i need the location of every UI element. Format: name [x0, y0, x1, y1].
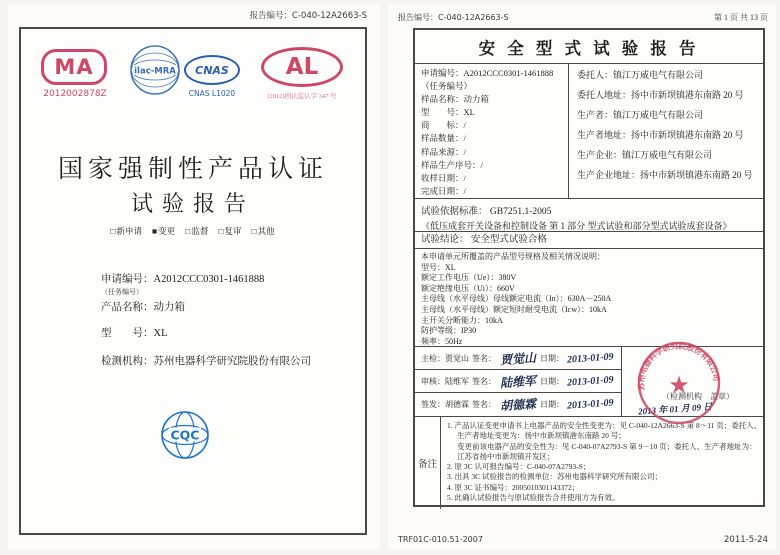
- left-page-title-line1: 国家强制性产品认证: [57, 156, 328, 183]
- info-complete-date: 完成日期：/: [421, 185, 466, 196]
- info-sample-quantity: 样品数量：/: [421, 133, 466, 144]
- checkbox-label: 新申请: [116, 226, 143, 236]
- spec-rated-voltage: 额定工作电压（Ue）：380V: [421, 273, 517, 283]
- checkbox-label: 监督: [191, 226, 209, 236]
- report-title: 安 全 型 式 试 验 报 告: [415, 30, 763, 64]
- checkbox-new-application: [110, 225, 143, 237]
- info-client-address: 委托人地址：扬中市新坝镇港东南路 20 号: [577, 90, 744, 100]
- checkbox-label: 变更: [158, 226, 176, 236]
- left-page-title-line2: 试验报告: [130, 191, 255, 216]
- seal-ring-text: 苏州电器科学研究院股份有限公司: [636, 341, 722, 391]
- note-line: 3. 出具 3C 试验报告的检测单位：苏州电器科学研究所有限公司；: [447, 472, 663, 482]
- cqc-logo: [160, 410, 210, 460]
- signer-role: 主检：贾觉山: [421, 353, 469, 363]
- signer-role: 签发：胡德霖: [421, 400, 469, 409]
- info-left-column: [415, 64, 569, 198]
- checkbox-other: [251, 225, 275, 237]
- signature-rows: [415, 347, 622, 416]
- seal-caption: （检测机构 盖章）: [662, 392, 734, 401]
- date-label: 日期：: [540, 353, 565, 363]
- cqc-logo-text: CQC: [170, 427, 200, 443]
- standard-title: 《低压成套开关设备和控制设备 第 1 部分 型式试验和部分型式试验成套设备》: [421, 221, 732, 231]
- checkbox-glyph: □: [251, 226, 257, 236]
- reviewer-date: 2013-01-09: [566, 373, 615, 389]
- cnas-logo-text: CNAS: [195, 63, 229, 77]
- spec-section: [415, 249, 763, 347]
- signature-row-approver: [415, 393, 621, 416]
- signature-row-reviewer: [415, 370, 621, 393]
- remark-section: [415, 417, 763, 509]
- seal-star-icon: ★: [668, 373, 690, 399]
- checkbox-glyph: □: [110, 226, 116, 236]
- application-type-checkboxes: [21, 225, 365, 237]
- info-right-column: [569, 64, 767, 198]
- spec-withstand-current: 主母线（水平母线）额定短时耐受电流（Icw）：10kA: [421, 304, 607, 314]
- ilac-mra-text: ilac-MRA: [134, 66, 176, 77]
- field-task-number: （任务编号）: [101, 288, 143, 296]
- checkbox-review: [218, 225, 242, 237]
- note-line: 1. 产品认证变更申请书上电器产品的安全性变更为：见 C-040-12A2663-S 第 8～11 页；委托人、生产者地址变更为：扬中市新坝镇港东南路 20 号；: [447, 421, 762, 441]
- ilac-mra-logo: [129, 44, 181, 96]
- info-application-number: 申请编号：A2012CCC0301-1461888: [421, 68, 554, 78]
- checkbox-glyph: □: [218, 226, 224, 236]
- info-receive-date: 收样日期：/: [421, 172, 466, 183]
- checkbox-supervision: [185, 225, 209, 237]
- field-model: 型 号：XL: [101, 328, 168, 339]
- sign-label: 签名：: [472, 376, 496, 386]
- info-manufacturer-address: 生产企业地址：扬中市新坝镇港东南路 20 号: [577, 170, 753, 180]
- seal-date: 2013 年 01 月 09 日: [637, 401, 713, 417]
- date-label: 日期：: [540, 376, 565, 386]
- checkbox-glyph: □: [185, 226, 191, 236]
- date-label: 日期：: [540, 400, 565, 409]
- checkbox-label: 其他: [257, 226, 275, 236]
- note-line: 2. 原 3C 认可报告编号：C-040-07A2793-S；: [447, 462, 591, 472]
- note-line: 4. 原 3C 证书编号：2005010301143372；: [447, 482, 580, 492]
- info-task-number: （任务编号）: [421, 81, 473, 92]
- page-number: 第 1 页 共 13 页: [714, 13, 768, 22]
- signer-role: 审核：陆维军: [421, 376, 469, 386]
- cma-logo-text: MA: [54, 55, 94, 79]
- info-manufacturer: 生产企业：镇江万威电气有限公司: [577, 150, 713, 160]
- inspector-date: 2013-01-09: [566, 350, 615, 366]
- remark-notes: [441, 417, 767, 509]
- note-line: 变更前该电器产品的安全性为：见 C-040-07A2793-S 第 9－10 页；委托人、生产者地址为：江苏省扬中市新坝镇开发区；: [457, 441, 757, 461]
- right-report-number: 报告编号：C-040-12A2663-S: [398, 13, 509, 22]
- info-section: [415, 64, 763, 199]
- spec-model: 型号：XL: [421, 262, 456, 272]
- remark-label: 备注: [415, 417, 441, 509]
- info-producer: 生产者：镇江万威电气有限公司: [577, 110, 704, 120]
- approver-date: 2013-01-09: [566, 397, 615, 412]
- info-client: 委托人：镇江万威电气有限公司: [577, 70, 704, 80]
- info-sample-serial: 样品生产序号：/: [421, 159, 483, 170]
- reviewer-signature: 陆维军: [499, 373, 537, 390]
- al-logo-text: AL: [285, 54, 319, 80]
- field-application-number: 申请编号：A2012CCC0301-1461888: [101, 274, 265, 285]
- al-code: (2012)国认监认字 347 号: [267, 93, 337, 100]
- spec-breaking-capacity: 主开关分断能力：10kA: [421, 315, 503, 325]
- left-page-frame: [19, 27, 367, 535]
- footer-date: 2011-5-24: [724, 535, 768, 545]
- report-table: [413, 28, 765, 507]
- info-producer-address: 生产者地址：扬中市新坝镇港东南路 20 号: [577, 130, 744, 140]
- spec-ip-rating: 防护等级：IP30: [421, 326, 477, 336]
- checkbox-glyph: ■: [152, 226, 158, 236]
- cma-code: 2012002878Z: [43, 89, 107, 99]
- standard-section: [415, 199, 763, 232]
- left-report-number: 报告编号：C-040-12A2663-S: [249, 11, 367, 21]
- signature-row-inspector: [415, 347, 621, 370]
- cma-logo: [41, 49, 107, 85]
- info-trademark: 商 标：/: [421, 120, 466, 131]
- spec-heading: 本申请单元所覆盖的产品型号规格及相关情况说明：: [421, 252, 605, 261]
- info-model: 型 号：XL: [421, 107, 475, 118]
- checkbox-label: 复审: [224, 226, 242, 236]
- footer-form-number: TRF01C-010.51-2007: [398, 535, 483, 544]
- checkbox-change: [152, 225, 176, 237]
- sign-label: 签名：: [472, 353, 496, 363]
- spec-busbar-current: 主母线（水平母线）母线额定电流（In）：630A－250A: [421, 294, 612, 304]
- info-sample-name: 样品名称：动力箱: [421, 94, 490, 105]
- note-line: 5. 此确认试验报告与原试验报告合并使用方为有效。: [447, 493, 620, 503]
- conclusion-row: 试验结论： 安全型式试验合格: [415, 232, 763, 249]
- approver-signature: 胡德霖: [499, 396, 537, 414]
- standard-number: 试验依据标准： GB7251.1-2005: [421, 207, 552, 217]
- sign-label: 签名：: [472, 400, 496, 409]
- test-agency-seal: [636, 340, 722, 426]
- field-product-name: 产品名称：动力箱: [101, 302, 185, 313]
- cnas-logo: [184, 55, 240, 85]
- al-logo: [261, 47, 343, 87]
- spec-frequency: 频率：50Hz: [421, 336, 463, 346]
- inspector-signature: 贾觉山: [499, 350, 537, 367]
- spec-insulation-voltage: 额定绝缘电压（Ui）：660V: [421, 283, 515, 293]
- cnas-code: CNAS L1020: [188, 89, 236, 98]
- info-sample-source: 样品来源：/: [421, 146, 466, 157]
- field-test-agency: 检测机构：苏州电器科学研究院股份有限公司: [101, 356, 311, 367]
